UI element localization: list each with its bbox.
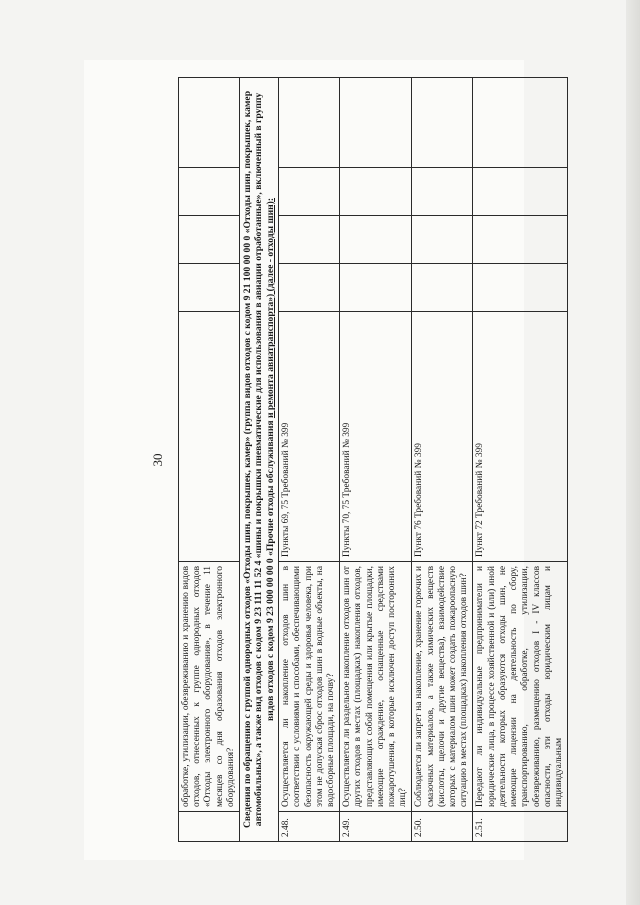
page-number: 30 xyxy=(150,453,165,467)
no-cell xyxy=(340,216,412,264)
notes-cell xyxy=(340,78,412,168)
table-row xyxy=(279,78,340,842)
row-question: Осуществляется ли раздельное накопление отходов шин от других отходов в местах (площадках) накопления отходов, представляющих собой помещения или крытые площадки, имеющие ограждение, оснащенные средствами пожаротушения, в которые исключен доступ посторонних лиц? xyxy=(340,562,412,812)
no-cell xyxy=(179,216,240,264)
section-header-row xyxy=(240,78,279,842)
na-cell xyxy=(340,168,412,216)
rotated-content xyxy=(148,60,588,860)
document-page xyxy=(84,60,564,860)
row-number: 2.51. xyxy=(473,812,568,842)
na-cell xyxy=(179,168,240,216)
row-number xyxy=(179,812,240,842)
yes-cell xyxy=(179,264,240,312)
row-question: Соблюдается ли запрет на накопление, хранение горючих и смазочных материалов, а также химических веществ (кислоты, щелочи и другие вещества), взаимодействие которых с материалом шин может создать пожароопасную ситуацию в местах (площадках) накопления отходов шин? xyxy=(412,562,473,812)
row-reference: Пункт 76 Требований № 399 xyxy=(412,312,473,562)
no-cell xyxy=(412,216,473,264)
yes-cell xyxy=(340,264,412,312)
row-reference xyxy=(179,312,240,562)
row-reference: Пункт 72 Требований № 399 xyxy=(473,312,568,562)
row-question: обработке, утилизации, обезвреживанию и хранению видов отходов, отнесенных к группе однородных отходов «Отходы электронного оборудования», в течение 11 месяцев со дня образования отходов электронного оборудования? xyxy=(179,562,240,812)
na-cell xyxy=(412,168,473,216)
section-header-last: и ремонта авиатранспорта») (далее - отходы шин): xyxy=(264,197,276,419)
no-cell xyxy=(473,216,568,264)
scan-edge xyxy=(626,0,640,905)
yes-cell xyxy=(473,264,568,312)
table-row xyxy=(473,78,568,842)
na-cell xyxy=(473,168,568,216)
checklist-table xyxy=(178,77,568,842)
section-header xyxy=(240,78,279,842)
row-number: 2.50. xyxy=(412,812,473,842)
row-reference: Пункты 69, 75 Требований № 399 xyxy=(279,312,340,562)
row-question: Передают ли индивидуальные предприниматели и юридические лица, в процессе хозяйственной и (или) иной деятельности которых образуются отходы шин, не имеющие лицензии на деятельность по сбору, транспортированию, обработке, утилизации, обезвреживанию, размещению отходов I - IV классов опасности, эти отходы юридическим лицам и индивидуальным xyxy=(473,562,568,812)
table-row xyxy=(179,78,240,842)
row-number: 2.48. xyxy=(279,812,340,842)
yes-cell xyxy=(279,264,340,312)
notes-cell xyxy=(473,78,568,168)
no-cell xyxy=(279,216,340,264)
row-question: Осуществляется ли накопление отходов шин в соответствии с условиями и способами, обеспечивающими безопасность окружающей среды и здоровья человека, при этом не допуская сброс отходов шин в водные объекты, на водосборные площади, на почву? xyxy=(279,562,340,812)
table-row xyxy=(412,78,473,842)
yes-cell xyxy=(412,264,473,312)
table-row xyxy=(340,78,412,842)
section-header-text: Сведения по обращению с группой однородных отходов «Отходы шин, покрышек, камер» (группа видов отходов с кодом 9 21 100 00 00 0 «Отходы шин, покрышек, камер автомобильных», а также вид отходов с кодом 9 23 111 11 52 4 «шины и покрышки пневматические для использования в авиации отработанные», включенный в группу видов отходов с кодом 9 23 000 00 00 0 «Прочие отходы обслуживания xyxy=(242,90,276,829)
notes-cell xyxy=(179,78,240,168)
notes-cell xyxy=(279,78,340,168)
row-number: 2.49. xyxy=(340,812,412,842)
row-reference: Пункты 70, 75 Требований № 399 xyxy=(340,312,412,562)
notes-cell xyxy=(412,78,473,168)
na-cell xyxy=(279,168,340,216)
